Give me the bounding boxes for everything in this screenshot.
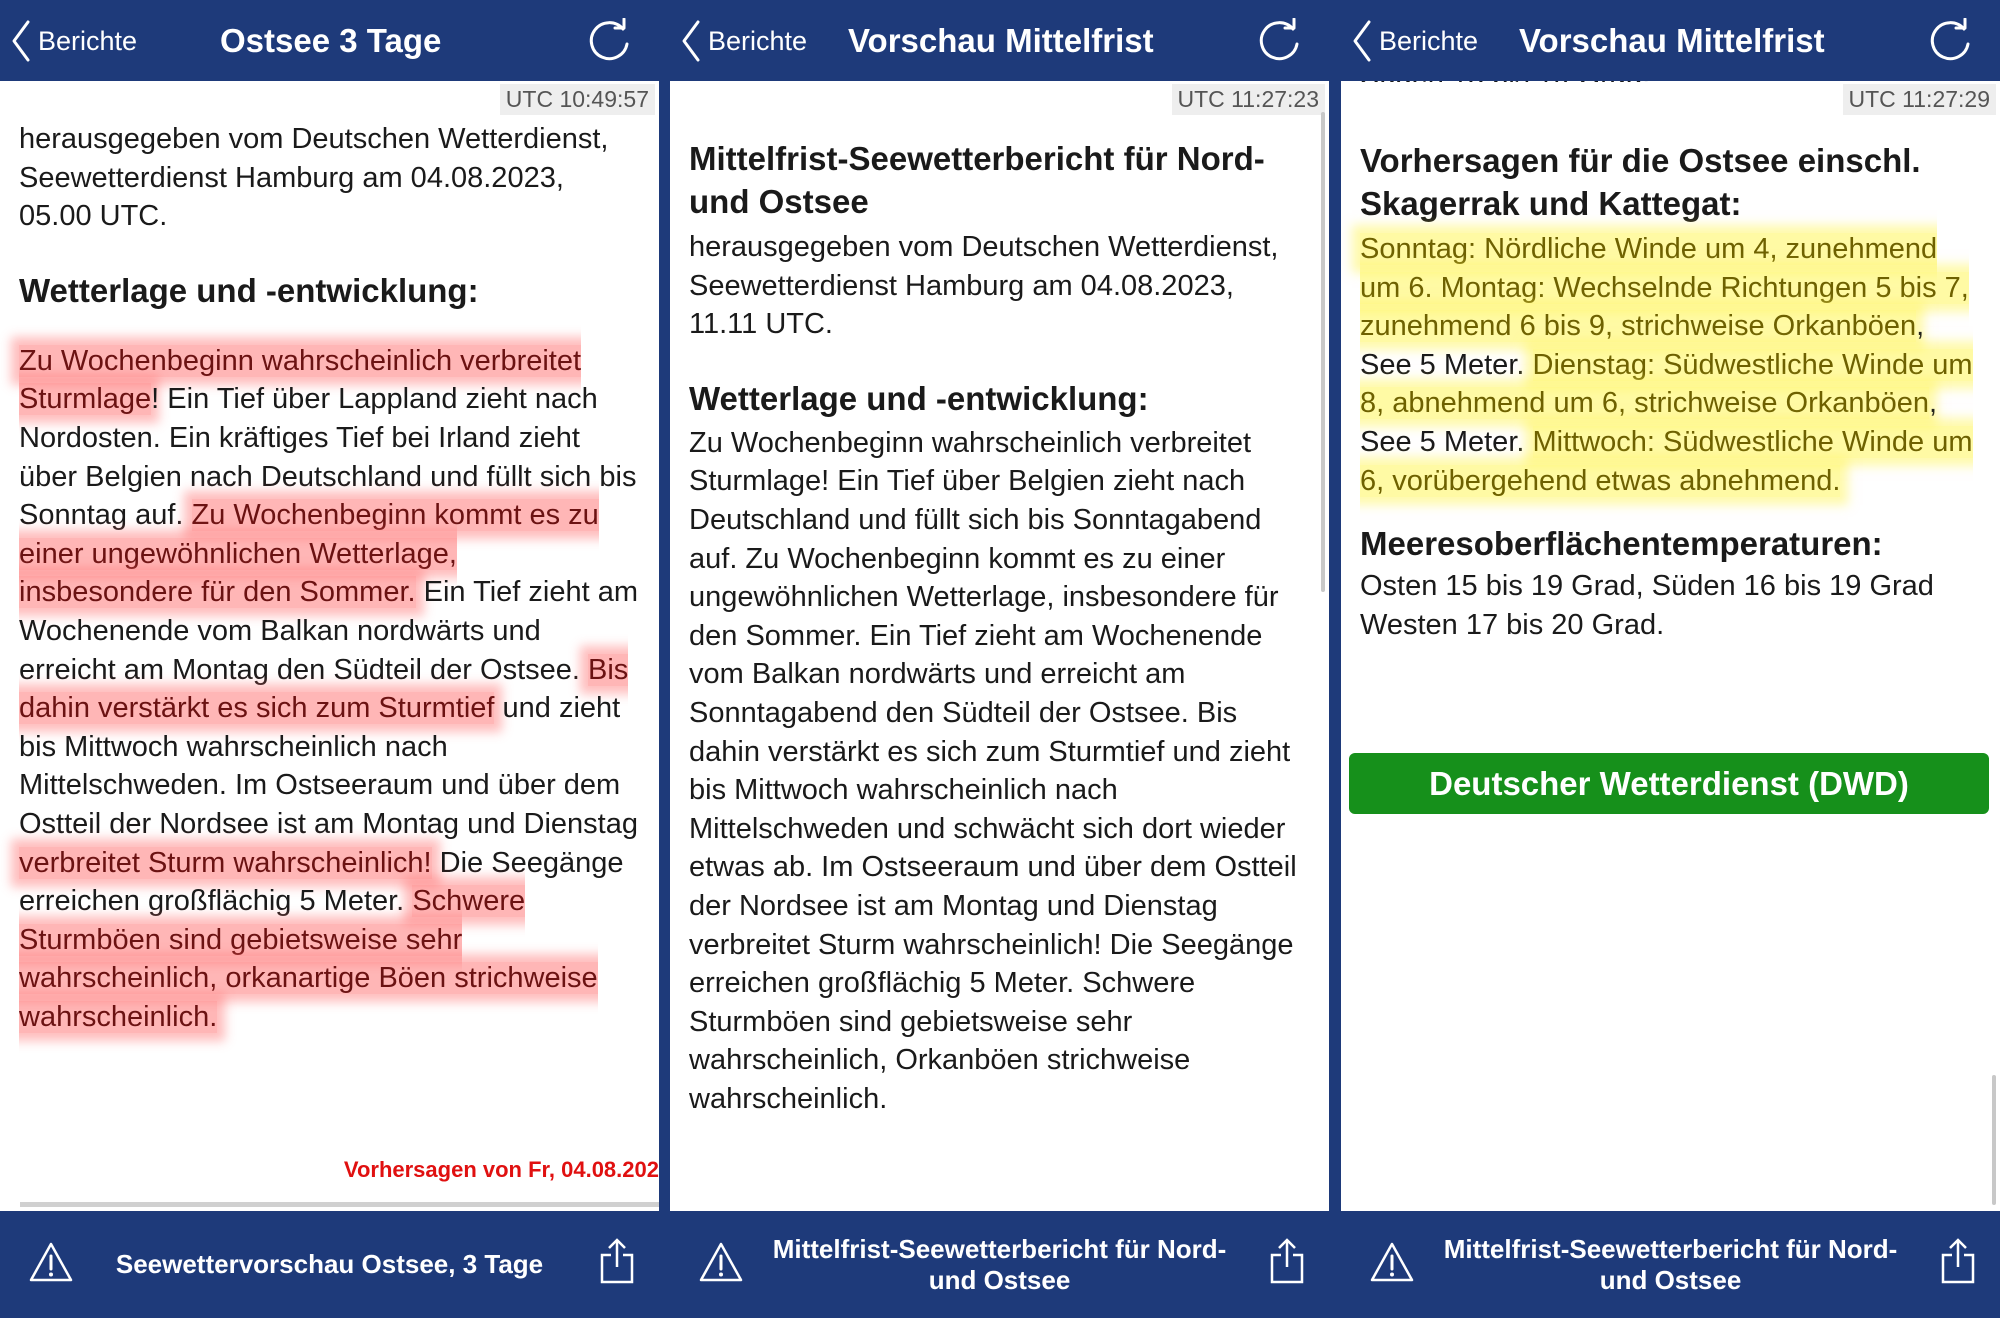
nav-bar — [1341, 0, 2000, 81]
report-content — [19, 120, 639, 1036]
timestamp: UTC 10:49:57 — [500, 84, 655, 115]
nav-bar — [0, 0, 659, 81]
back-button[interactable] — [1351, 18, 1478, 64]
section-heading: Vorhersagen für die Ostsee einschl. Skagerrak und Kattegat: — [1360, 142, 1921, 222]
refresh-icon — [1257, 18, 1303, 64]
footer-title: Mittelfrist-Seewetterbericht für Nord- und Ostsee — [1443, 1233, 1898, 1295]
page-title: Vorschau Mittelfrist — [848, 22, 1154, 59]
forecast-text — [1360, 230, 1980, 500]
warning-icon[interactable] — [698, 1241, 744, 1283]
footer-bar — [670, 1211, 1329, 1318]
page-title: Vorschau Mittelfrist — [1519, 22, 1825, 59]
footer-bar — [0, 1211, 659, 1318]
plain-text: und zieht bis Mittwoch wahrscheinlich nach Mittelschweden. Im Ostseeraum und über dem Ostteil der Nordsee ist am Montag und Dienstag — [19, 692, 638, 840]
highlighted-text: Zu Wochenbeginn kommt es zu einer ungewöhnlichen Wetterlage, insbesondere für den Sommer. — [19, 499, 599, 609]
back-label: Berichte — [38, 25, 138, 56]
page-title: Ostsee 3 Tage — [220, 22, 442, 59]
intro-text: herausgegeben vom Deutschen Wetterdienst, Seewetterdienst Hamburg am 04.08.2023, 05.00 UTC. — [19, 123, 609, 233]
section-heading: Wetterlage und -entwicklung: — [689, 379, 1149, 417]
forecast-date-label: Vorhersagen von Fr, 04.08.202 — [343, 1157, 659, 1182]
back-button[interactable] — [680, 18, 807, 64]
chevron-left-icon — [680, 18, 702, 64]
section-heading: Meeresoberflächentemperaturen: — [1360, 525, 1883, 563]
dwd-button[interactable]: Deutscher Wetterdienst (DWD) — [1349, 753, 1989, 814]
back-button[interactable] — [10, 18, 137, 64]
report-content — [689, 137, 1309, 1118]
highlighted-text: Dienstag: Südwestliche Winde um 8, abnehmend um 6, strichweise Orkanböen — [1360, 348, 1973, 420]
plain-text: ! Ein Tief über Lappland zieht nach Nordosten. Ein kräftiges Tief bei Irland zieht über Belgien nach Deutschland und füllt sich bis Sonntag auf. — [19, 383, 637, 532]
chevron-left-icon — [1351, 18, 1373, 64]
back-label: Berichte — [1379, 25, 1479, 56]
highlighted-text: Bis dahin verstärkt es sich zum Sturmtief — [19, 653, 629, 725]
highlighted-text: Schwere Sturmböen sind gebietsweise sehr wahrscheinlich, orkanartige Böen strichweise wahrscheinlich. — [19, 885, 598, 1033]
back-label: Berichte — [708, 25, 808, 56]
section-heading: Wetterlage und -entwicklung: — [19, 271, 479, 309]
body-text: Zu Wochenbeginn wahrscheinlich verbreitet Sturmlage! Ein Tief über Belgien zieht nach Deutschland und füllt sich bis Sonntagabend auf. Zu Wochenbeginn kommt es zu einer ungewöhnlichen Wetterlage, insbesondere für den Sommer. Ein Tief zieht am Wochenende vom Balkan nordwärts und erreicht am Sonntagabend den Südteil der Ostsee. Bis dahin verstärkt es sich zum Sturmtief und zieht bis Mittwoch wahrscheinlich nach Mittelschweden und schwächt sich dort wieder etwas ab. Im Ostseeraum und über dem Ostteil der Nordsee ist am Montag und Dienstag verbreitet Sturm wahrscheinlich! Die Seegänge erreichen großflächig 5 Meter. Schwere Sturmböen sind gebietsweise sehr wahrscheinlich, Orkanböen strichweise wahrscheinlich. — [689, 426, 1297, 1115]
body-text — [19, 342, 639, 1037]
refresh-button[interactable] — [1257, 18, 1303, 69]
divider — [20, 1202, 659, 1207]
nav-bar — [670, 0, 1329, 81]
timestamp: UTC 11:27:23 — [1172, 84, 1325, 115]
panel-vorschau-mittelfrist-scrolled — [1341, 0, 2000, 1318]
document-title: Mittelfrist-Seewetterbericht für Nord- und Ostsee — [689, 140, 1265, 220]
scrollbar[interactable] — [1992, 1075, 1996, 1205]
plain-text: , See 5 Meter. — [1360, 387, 1938, 458]
plain-text: , See 5 Meter. — [1360, 310, 1925, 381]
highlighted-text: Mittwoch: Südwestliche Winde um 6, vorübergehend etwas abnehmend. — [1360, 425, 1973, 497]
scrollbar[interactable] — [1321, 112, 1325, 592]
chevron-left-icon — [10, 18, 32, 64]
highlighted-text: Zu Wochenbeginn wahrscheinlich verbreitet Sturmlage — [19, 344, 582, 416]
intro-text: herausgegeben vom Deutschen Wetterdienst, Seewetterdienst Hamburg am 04.08.2023, 11.11 UTC. — [689, 231, 1279, 341]
footer-title: Mittelfrist-Seewetterbericht für Nord- und Ostsee — [772, 1233, 1227, 1295]
refresh-icon — [1928, 18, 1974, 64]
refresh-button[interactable] — [1928, 18, 1974, 69]
warning-icon[interactable] — [28, 1241, 74, 1283]
share-icon[interactable] — [599, 1237, 635, 1285]
panel-ostsee-3-tage — [0, 0, 659, 1318]
refresh-icon — [587, 18, 633, 64]
footer-title: Seewettervorschau Ostsee, 3 Tage — [115, 1249, 544, 1279]
temperature-text: Osten 15 bis 19 Grad, Süden 16 bis 19 Grad Westen 17 bis 20 Grad. — [1360, 570, 1934, 641]
refresh-button[interactable] — [587, 18, 633, 69]
warning-icon[interactable] — [1369, 1241, 1415, 1283]
share-icon[interactable] — [1269, 1237, 1305, 1285]
plain-text: Die Seegänge erreichen großflächig 5 Meter. — [19, 846, 624, 918]
panel-vorschau-mittelfrist — [670, 0, 1329, 1318]
share-icon[interactable] — [1940, 1237, 1976, 1285]
report-content — [1360, 139, 1980, 644]
timestamp: UTC 11:27:29 — [1843, 84, 1996, 115]
highlighted-text: verbreitet Sturm wahrscheinlich! — [19, 846, 432, 879]
plain-text: Ein Tief zieht am Wochenende vom Balkan nordwärts und erreicht am Montag den Südteil der Ostsee. — [19, 576, 638, 686]
footer-bar — [1341, 1211, 2000, 1318]
highlighted-text: Sonntag: Nördliche Winde um 4, zunehmend um 6. Montag: Wechselnde Richtungen 5 bis 7, zunehmend 6 bis 9, strichweise Orkanböen — [1360, 233, 1969, 343]
